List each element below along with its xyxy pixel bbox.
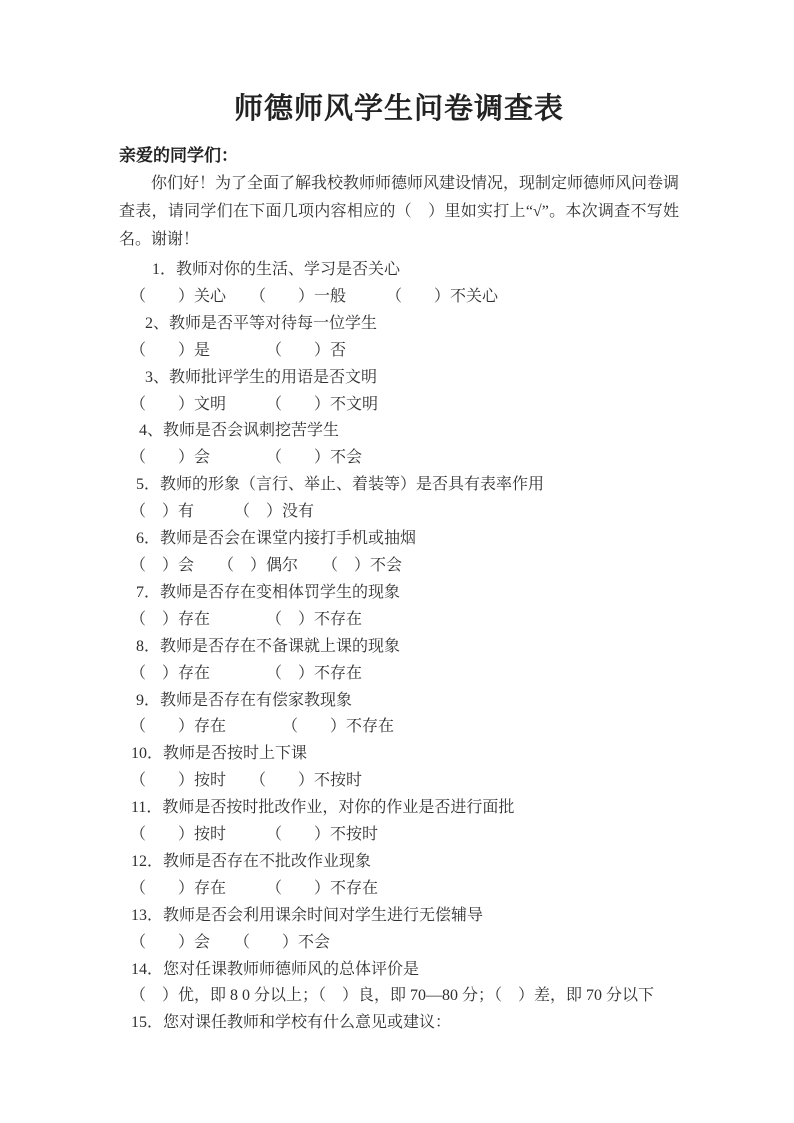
document-content bbox=[119, 88, 679, 1037]
question-2-options: （ ）是 （ ）否 bbox=[130, 341, 347, 359]
question-list bbox=[119, 257, 695, 1037]
question-11-options: （ ）按时 （ ）不按时 bbox=[130, 826, 379, 844]
question-4-options: （ ）会 （ ）不会 bbox=[130, 449, 363, 467]
question-10-label: 10．教师是否按时上下课 bbox=[131, 745, 308, 763]
question-15-label: 15．您对课任教师和学校有什么意见或建议： bbox=[131, 1014, 452, 1032]
question-14-options: （ ）优，即 8 0 分以上；（ ）良，即 70—80 分；（ ）差，即 70 分以下 bbox=[130, 987, 655, 1005]
question-1-options: （ ）关心 （ ）一般 （ ）不关心 bbox=[130, 287, 499, 305]
question-12-label: 12．教师是否存在不批改作业现象 bbox=[131, 852, 372, 870]
question-14-label: 14．您对任课教师师德师风的总体评价是 bbox=[131, 960, 420, 978]
question-12-options: （ ）存在 （ ）不存在 bbox=[130, 879, 379, 897]
question-7-label: 7．教师是否存在变相体罚学生的现象 bbox=[136, 583, 401, 601]
question-13-options: （ ）会 （ ）不会 bbox=[130, 933, 331, 951]
document-title: 师德师风学生问卷调查表 bbox=[233, 93, 564, 125]
salutation-heading: 亲爱的同学们： bbox=[119, 146, 238, 165]
question-4-label: 4、教师是否会讽刺挖苦学生 bbox=[139, 422, 340, 440]
question-8-options: （ ）存在 （ ）不存在 bbox=[130, 664, 363, 682]
question-2-label: 2、教师是否平等对待每一位学生 bbox=[145, 314, 378, 332]
question-5-options: （ ）有 （ ）没有 bbox=[130, 503, 315, 521]
question-5-label: 5．教师的形象（言行、举止、着装等）是否具有表率作用 bbox=[136, 476, 545, 494]
question-1-label: 1．教师对你的生活、学习是否关心 bbox=[152, 261, 401, 278]
question-13-label: 13．教师是否会利用课余时间对学生进行无偿辅导 bbox=[131, 906, 484, 924]
question-6-label: 6．教师是否会在课堂内接打手机或抽烟 bbox=[136, 530, 417, 548]
question-6-options: （ ）会 （ ）偶尔 （ ）不会 bbox=[130, 556, 403, 574]
question-9-label: 9．教师是否存在有偿家教现象 bbox=[136, 691, 353, 709]
question-9-options: （ ）存在 （ ）不存在 bbox=[130, 718, 395, 736]
question-11-label: 11．教师是否按时批改作业，对你的作业是否进行面批 bbox=[131, 799, 515, 817]
question-3-options: （ ）文明 （ ）不文明 bbox=[130, 395, 379, 413]
intro-paragraph: 你们好！为了全面了解我校教师师德师风建设情况，现制定师德师风问卷调查表，请同学们在下面几项内容相应的（ ）里如实打上“√”。本次调查不写姓名。谢谢！ bbox=[119, 175, 680, 248]
question-7-options: （ ）存在 （ ）不存在 bbox=[130, 610, 363, 628]
question-8-label: 8．教师是否存在不备课就上课的现象 bbox=[136, 637, 401, 655]
question-10-options: （ ）按时 （ ）不按时 bbox=[130, 772, 363, 790]
question-3-label: 3、教师批评学生的用语是否文明 bbox=[145, 368, 378, 386]
